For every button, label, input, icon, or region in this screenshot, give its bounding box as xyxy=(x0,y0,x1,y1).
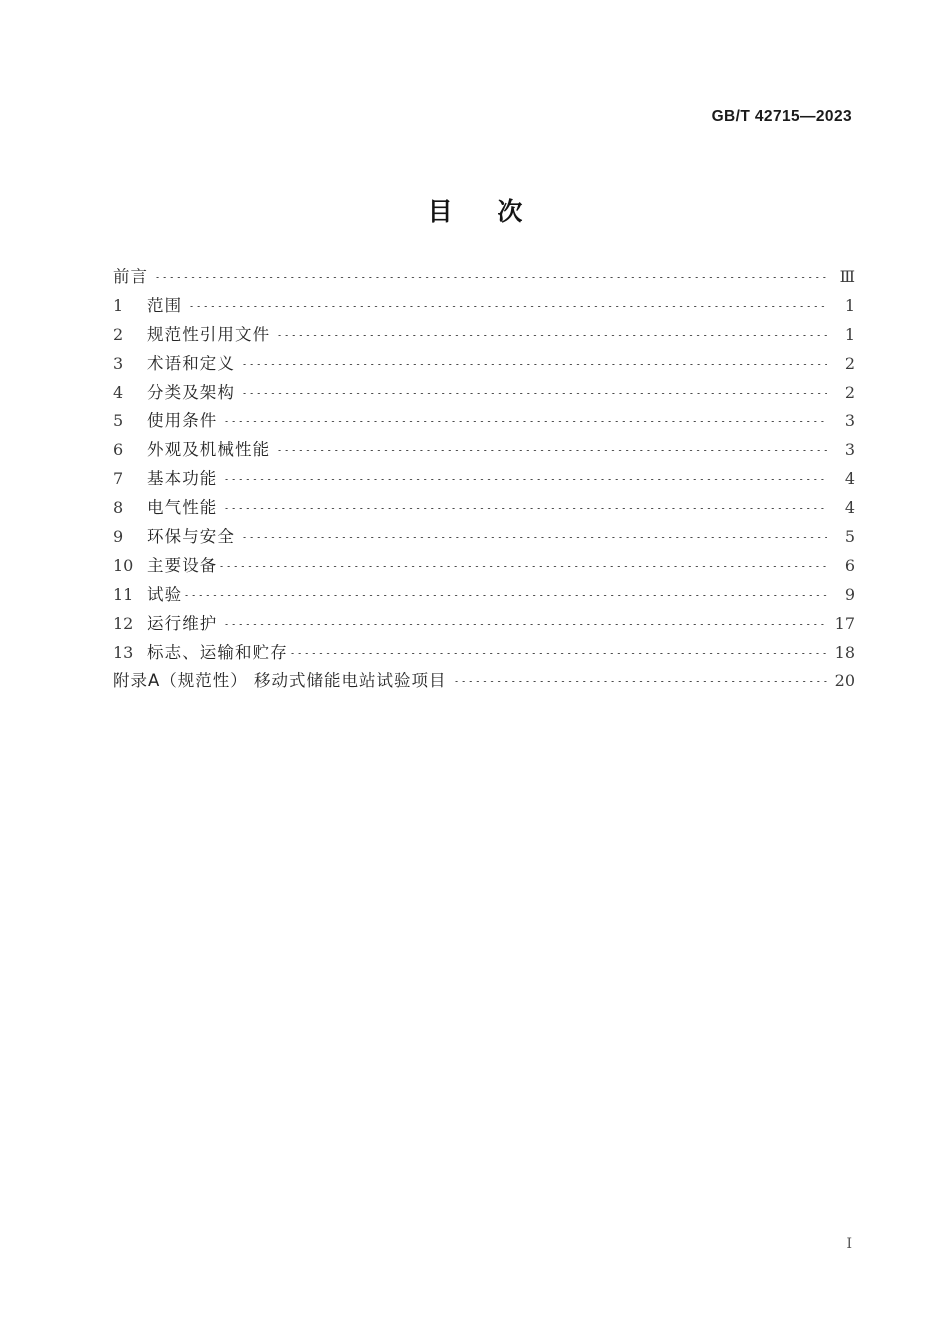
toc-entry-label: 标志、运输和贮存 xyxy=(147,642,288,662)
toc-dot-leader xyxy=(276,335,827,336)
toc-entry-number: 6 xyxy=(113,440,124,460)
toc-entry-number: 9 xyxy=(113,527,124,547)
table-of-contents xyxy=(113,263,855,696)
toc-entry-page-number: 1 xyxy=(844,295,855,315)
toc-entry-number: 3 xyxy=(113,353,124,373)
toc-entry-label: 外观及机械性能 xyxy=(147,440,271,460)
toc-entry-label: 术语和定义 xyxy=(147,353,235,373)
toc-entry-label: 基本功能 xyxy=(147,469,218,489)
toc-dot-leader xyxy=(453,681,827,682)
toc-entry[interactable] xyxy=(113,581,855,610)
toc-entry[interactable] xyxy=(113,667,855,696)
toc-entry-label: 试验 xyxy=(147,584,183,604)
toc-entry-label: 规范性引用文件 xyxy=(147,324,271,344)
toc-entry-label: 运行维护 xyxy=(147,613,218,633)
toc-entry-page-number: 3 xyxy=(844,411,855,431)
toc-entry-page-number: 2 xyxy=(844,353,855,373)
toc-dot-leader xyxy=(218,566,827,567)
toc-entry-page-number: 20 xyxy=(834,671,855,691)
toc-entry-label: 主要设备 xyxy=(147,555,218,575)
page-title: 目 次 xyxy=(427,197,541,226)
toc-dot-leader xyxy=(154,277,827,278)
toc-entry-number: 7 xyxy=(113,469,124,489)
toc-entry-number: 2 xyxy=(113,324,124,344)
toc-dot-leader xyxy=(188,306,827,307)
toc-entry-page-number: Ⅲ xyxy=(839,267,855,286)
running-header-standard-number: GB/T 42715—2023 xyxy=(711,108,852,125)
toc-entry-number: 12 xyxy=(113,613,134,633)
toc-entry-page-number: 6 xyxy=(844,555,855,575)
toc-dot-leader xyxy=(223,508,827,509)
toc-dot-leader xyxy=(183,595,827,596)
toc-entry-label: 电气性能 xyxy=(147,498,218,518)
toc-entry-number: 1 xyxy=(113,295,124,315)
toc-entry-label: 附录A（规范性） 移动式储能电站试验项目 xyxy=(113,671,447,691)
toc-entry-page-number: 5 xyxy=(844,527,855,547)
toc-dot-leader xyxy=(223,421,827,422)
toc-entry[interactable] xyxy=(113,465,855,494)
toc-entry[interactable] xyxy=(113,350,855,379)
toc-entry-number: 10 xyxy=(113,555,134,575)
toc-entry-page-number: 18 xyxy=(834,642,855,662)
toc-entry[interactable] xyxy=(113,494,855,523)
toc-entry-label: 范围 xyxy=(147,295,183,315)
toc-entry-page-number: 3 xyxy=(844,440,855,460)
toc-entry-page-number: 4 xyxy=(844,469,855,489)
toc-entry[interactable] xyxy=(113,436,855,465)
toc-dot-leader xyxy=(289,653,827,654)
toc-entry-label: 前言 xyxy=(113,267,148,286)
toc-entry-label: 使用条件 xyxy=(147,411,218,431)
toc-entry[interactable] xyxy=(113,379,855,408)
toc-entry[interactable] xyxy=(113,610,855,639)
toc-entry-number: 8 xyxy=(113,498,124,518)
toc-dot-leader xyxy=(276,450,827,451)
toc-entry-page-number: 2 xyxy=(844,382,855,402)
toc-dot-leader xyxy=(223,479,827,480)
toc-entry[interactable] xyxy=(113,407,855,436)
toc-entry[interactable] xyxy=(113,639,855,668)
toc-dot-leader xyxy=(241,364,827,365)
toc-entry-label: 环保与安全 xyxy=(147,527,235,547)
toc-entry-label: 分类及架构 xyxy=(147,382,235,402)
toc-entry[interactable] xyxy=(113,523,855,552)
toc-entry-number: 13 xyxy=(113,642,134,662)
toc-entry[interactable] xyxy=(113,321,855,350)
toc-entry-number: 11 xyxy=(113,584,134,604)
toc-entry-page-number: 17 xyxy=(834,613,855,633)
toc-entry-page-number: 9 xyxy=(844,584,855,604)
toc-entry[interactable] xyxy=(113,263,855,292)
toc-entry-page-number: 1 xyxy=(844,324,855,344)
toc-dot-leader xyxy=(223,624,827,625)
toc-entry[interactable] xyxy=(113,552,855,581)
footer-page-number: Ⅰ xyxy=(846,1236,852,1252)
toc-entry[interactable] xyxy=(113,292,855,321)
toc-entry-number: 4 xyxy=(113,382,124,402)
toc-dot-leader xyxy=(241,393,827,394)
toc-entry-number: 5 xyxy=(113,411,124,431)
toc-dot-leader xyxy=(241,537,827,538)
toc-entry-page-number: 4 xyxy=(844,498,855,518)
